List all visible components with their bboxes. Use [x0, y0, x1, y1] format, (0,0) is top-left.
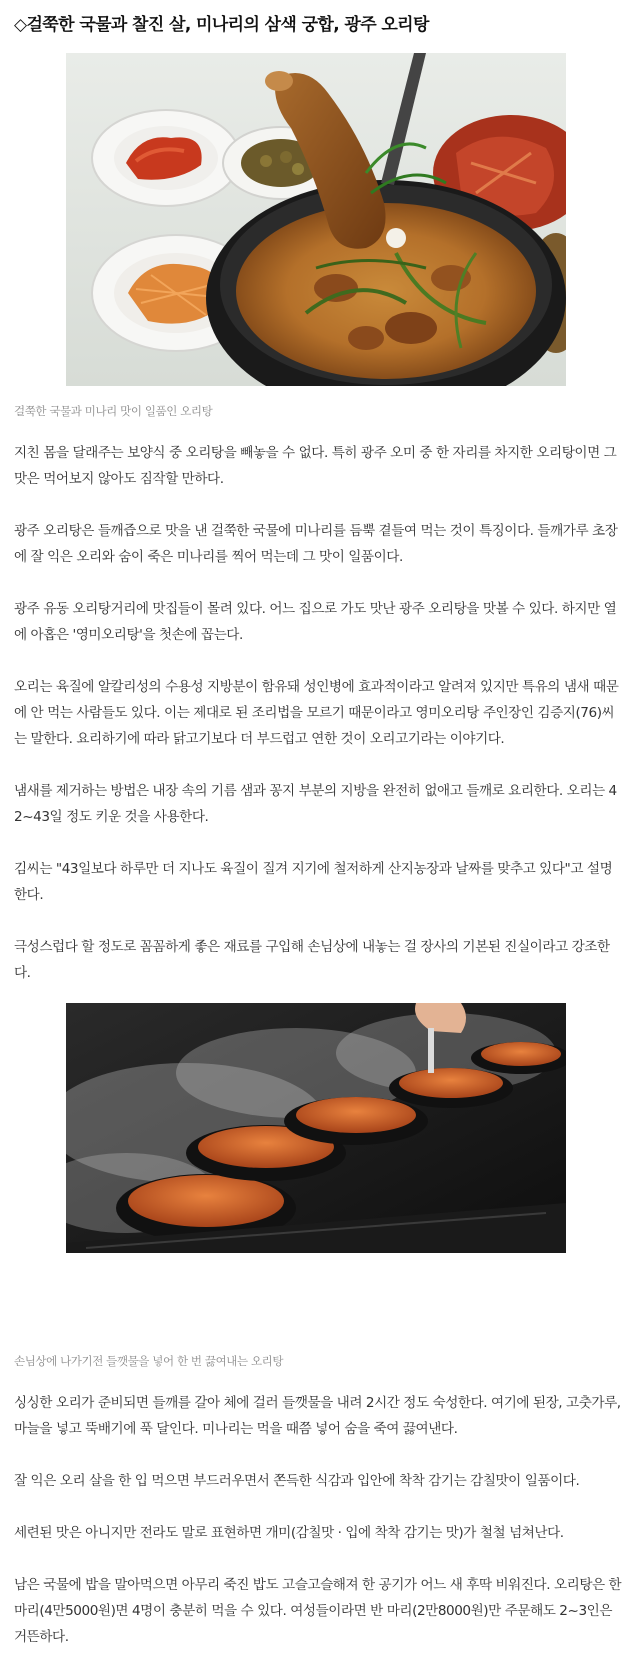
article-body-part2: [14, 1390, 622, 1650]
paragraph: 광주 유동 오리탕거리에 맛집들이 몰려 있다. 어느 집으로 가도 맛난 광주 오리탕을 맛볼 수 있다. 하지만 열에 아홉은 '영미오리탕'을 첫손에 꼽는다.: [14, 601, 617, 643]
paragraph: 싱싱한 오리가 준비되면 들깨를 갈아 체에 걸러 들깻물을 내려 2시간 정도 숙성한다. 여기에 된장, 고춧가루, 마늘을 넣고 뚝배기에 푹 달인다. 미나리는 먹을 때쯤 넣어 숨을 죽여 끓여낸다.: [14, 1395, 621, 1437]
duck-soup-photo: [66, 53, 566, 386]
figure-duck-soup: [14, 53, 622, 419]
paragraph: 오리는 육질에 알칼리성의 수용성 지방분이 함유돼 성인병에 효과적이라고 알려져 있지만 특유의 냄새 때문에 안 먹는 사람들도 있다. 이는 제대로 된 조리법을 모르기 때문이라고 영미오리탕 주인장인 김증지(76)씨는 말한다. 요리하기에 따라 닭고기보다 더 부드럽고 연한 것이 오리고기라는 이야기다.: [14, 679, 619, 747]
photo-caption: 손님상에 나가기전 들깻물을 넣어 한 번 끓여내는 오리탕: [14, 1354, 284, 1368]
paragraph: 냄새를 제거하는 방법은 내장 속의 기름 샘과 꽁지 부분의 지방을 완전히 없애고 들깨로 요리한다. 오리는 42~43일 정도 키운 것을 사용한다.: [14, 783, 617, 825]
article: [14, 0, 622, 1650]
figure-cooking-pots: [14, 1003, 622, 1369]
cooking-pots-photo: [66, 1003, 566, 1336]
paragraph: 극성스럽다 할 정도로 꼼꼼하게 좋은 재료를 구입해 손님상에 내놓는 걸 장사의 기본된 진실이라고 강조한다.: [14, 939, 610, 981]
photo-caption: 걸쭉한 국물과 미나리 맛이 일품인 오리탕: [14, 404, 213, 418]
paragraph: 광주 오리탕은 들깨즙으로 맛을 낸 걸쭉한 국물에 미나리를 듬뿍 곁들여 먹는 것이 특징이다. 들깨가루 초장에 잘 익은 오리와 숨이 죽은 미나리를 찍어 먹는데 그 맛이 일품이다.: [14, 523, 618, 565]
paragraph: 남은 국물에 밥을 말아먹으면 아무리 죽진 밥도 고슬고슬해져 한 공기가 어느 새 후딱 비워진다. 오리탕은 한 마리(4만5000원)면 4명이 충분히 먹을 수 있다. 여성들이라면 반 마리(2만8000원)만 주문해도 2~3인은 거뜬하다.: [14, 1577, 622, 1645]
paragraph: 김씨는 "43일보다 하루만 더 지나도 육질이 질겨 지기에 철저하게 산지농장과 날짜를 맞추고 있다"고 설명한다.: [14, 861, 613, 903]
article-body-part1: [14, 440, 622, 986]
paragraph: 지친 몸을 달래주는 보양식 중 오리탕을 빼놓을 수 없다. 특히 광주 오미 중 한 자리를 차지한 오리탕이면 그 맛은 먹어보지 않아도 짐작할 만하다.: [14, 445, 617, 487]
paragraph: 세련된 맛은 아니지만 전라도 말로 표현하면 개미(감칠맛 · 입에 착착 감기는 맛)가 철철 넘쳐난다.: [14, 1525, 564, 1541]
paragraph: 잘 익은 오리 살을 한 입 먹으면 부드러우면서 쫀득한 식감과 입안에 착착 감기는 감칠맛이 일품이다.: [14, 1473, 580, 1489]
article-headline: ◇걸쭉한 국물과 찰진 살, 미나리의 삼색 궁합, 광주 오리탕: [14, 15, 429, 35]
